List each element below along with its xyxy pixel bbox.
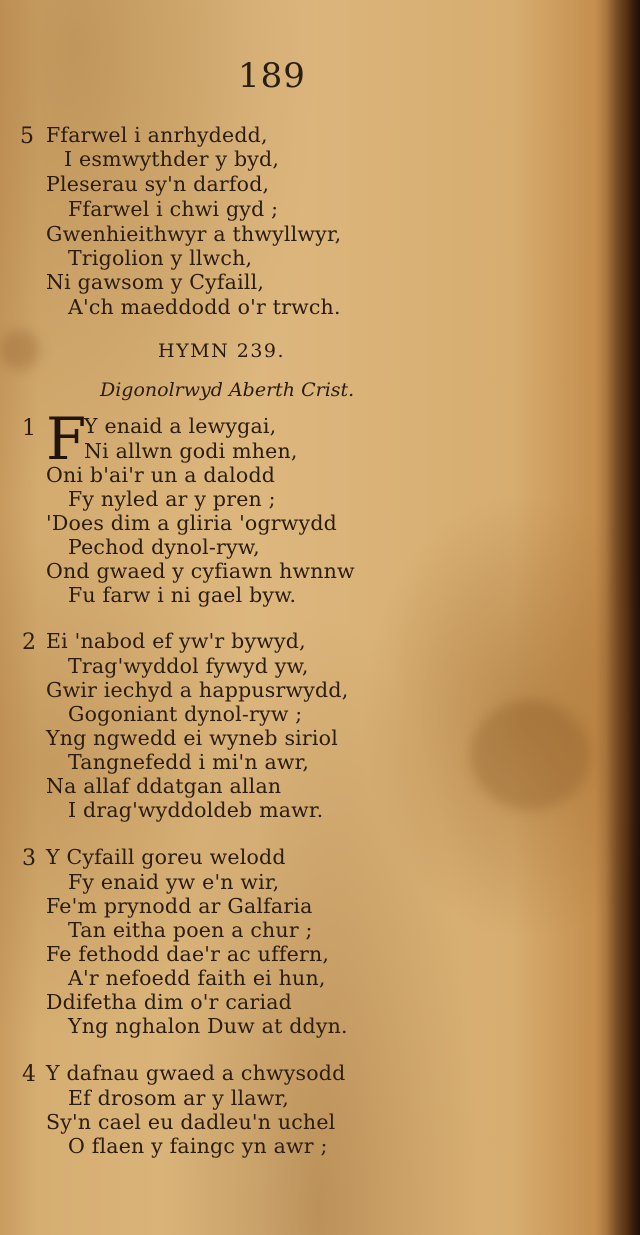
stanza-number: 4 bbox=[22, 1062, 36, 1087]
verse-line: Fe fethodd dae'r ac uffern, bbox=[46, 942, 330, 966]
drop-cap: F bbox=[46, 405, 87, 473]
verse-line: Gogoniant dynol-ryw ; bbox=[68, 702, 303, 726]
verse-line: I drag'wyddoldeb mawr. bbox=[68, 798, 324, 822]
verse-line: Trigolion y llwch, bbox=[68, 246, 253, 270]
stanza-number: 5 bbox=[20, 124, 34, 149]
verse-line: A'r nefoedd faith ei hun, bbox=[68, 966, 326, 990]
verse-line: Gwir iechyd a happusrwydd, bbox=[46, 678, 349, 702]
verse-line: Ni allwn godi mhen, bbox=[84, 439, 298, 463]
verse-line: Ffarwel i anrhydedd, bbox=[46, 123, 268, 147]
verse-line: Fy enaid yw e'n wir, bbox=[68, 870, 280, 894]
page-number: 189 bbox=[238, 56, 306, 96]
verse-line: I esmwythder y byd, bbox=[64, 147, 280, 171]
verse-line: Pechod dynol-ryw, bbox=[68, 535, 260, 559]
verse-line: Yng nghalon Duw at ddyn. bbox=[68, 1014, 348, 1038]
stanza-number: 3 bbox=[22, 846, 36, 871]
page-edge-shadow bbox=[606, 0, 640, 1235]
stanza-number: 1 bbox=[22, 416, 36, 441]
verse-line: Fy nyled ar y pren ; bbox=[68, 487, 276, 511]
verse-line: Tangnefedd i mi'n awr, bbox=[68, 750, 310, 774]
verse-line: Ddifetha dim o'r cariad bbox=[46, 990, 292, 1014]
verse-line: A'ch maeddodd o'r trwch. bbox=[68, 295, 341, 319]
verse-line: Fu farw i ni gael byw. bbox=[68, 583, 297, 607]
verse-line: Trag'wyddol fywyd yw, bbox=[68, 654, 309, 678]
verse-line: Sy'n cael eu dadleu'n uchel bbox=[46, 1110, 336, 1134]
verse-line: Oni b'ai'r un a dalodd bbox=[46, 463, 276, 487]
verse-line: 'Does dim a gliria 'ogrwydd bbox=[46, 511, 337, 535]
verse-line: Ffarwel i chwi gyd ; bbox=[68, 197, 279, 221]
verse-line: Ni gawsom y Cyfaill, bbox=[46, 270, 265, 294]
verse-line: Ef drosom ar y llawr, bbox=[68, 1086, 289, 1110]
verse-line: Gwenhieithwyr a thwyllwyr, bbox=[46, 222, 342, 246]
hymn-subtitle: Digonolrwyd Aberth Crist. bbox=[100, 379, 355, 401]
verse-line: Yng ngwedd ei wyneb siriol bbox=[46, 726, 338, 750]
verse-line: Tan eitha poen a chur ; bbox=[68, 918, 313, 942]
verse-line: Y dafnau gwaed a chwysodd bbox=[46, 1061, 346, 1085]
hymn-title: HYMN 239. bbox=[158, 340, 286, 362]
verse-line: Ond gwaed y cyfiawn hwnnw bbox=[46, 559, 355, 583]
page-stain bbox=[0, 330, 40, 370]
verse-line: Ei 'nabod ef yw'r bywyd, bbox=[46, 629, 306, 653]
verse-line: Pleserau sy'n darfod, bbox=[46, 172, 270, 196]
verse-line: Na allaf ddatgan allan bbox=[46, 774, 282, 798]
stanza-number: 2 bbox=[22, 630, 36, 655]
verse-line: Fe'm prynodd ar Galfaria bbox=[46, 894, 313, 918]
verse-line: Y enaid a lewygai, bbox=[84, 414, 277, 438]
verse-line: Y Cyfaill goreu welodd bbox=[46, 845, 286, 869]
page-stain bbox=[470, 700, 590, 810]
verse-line: O flaen y faingc yn awr ; bbox=[68, 1134, 328, 1158]
